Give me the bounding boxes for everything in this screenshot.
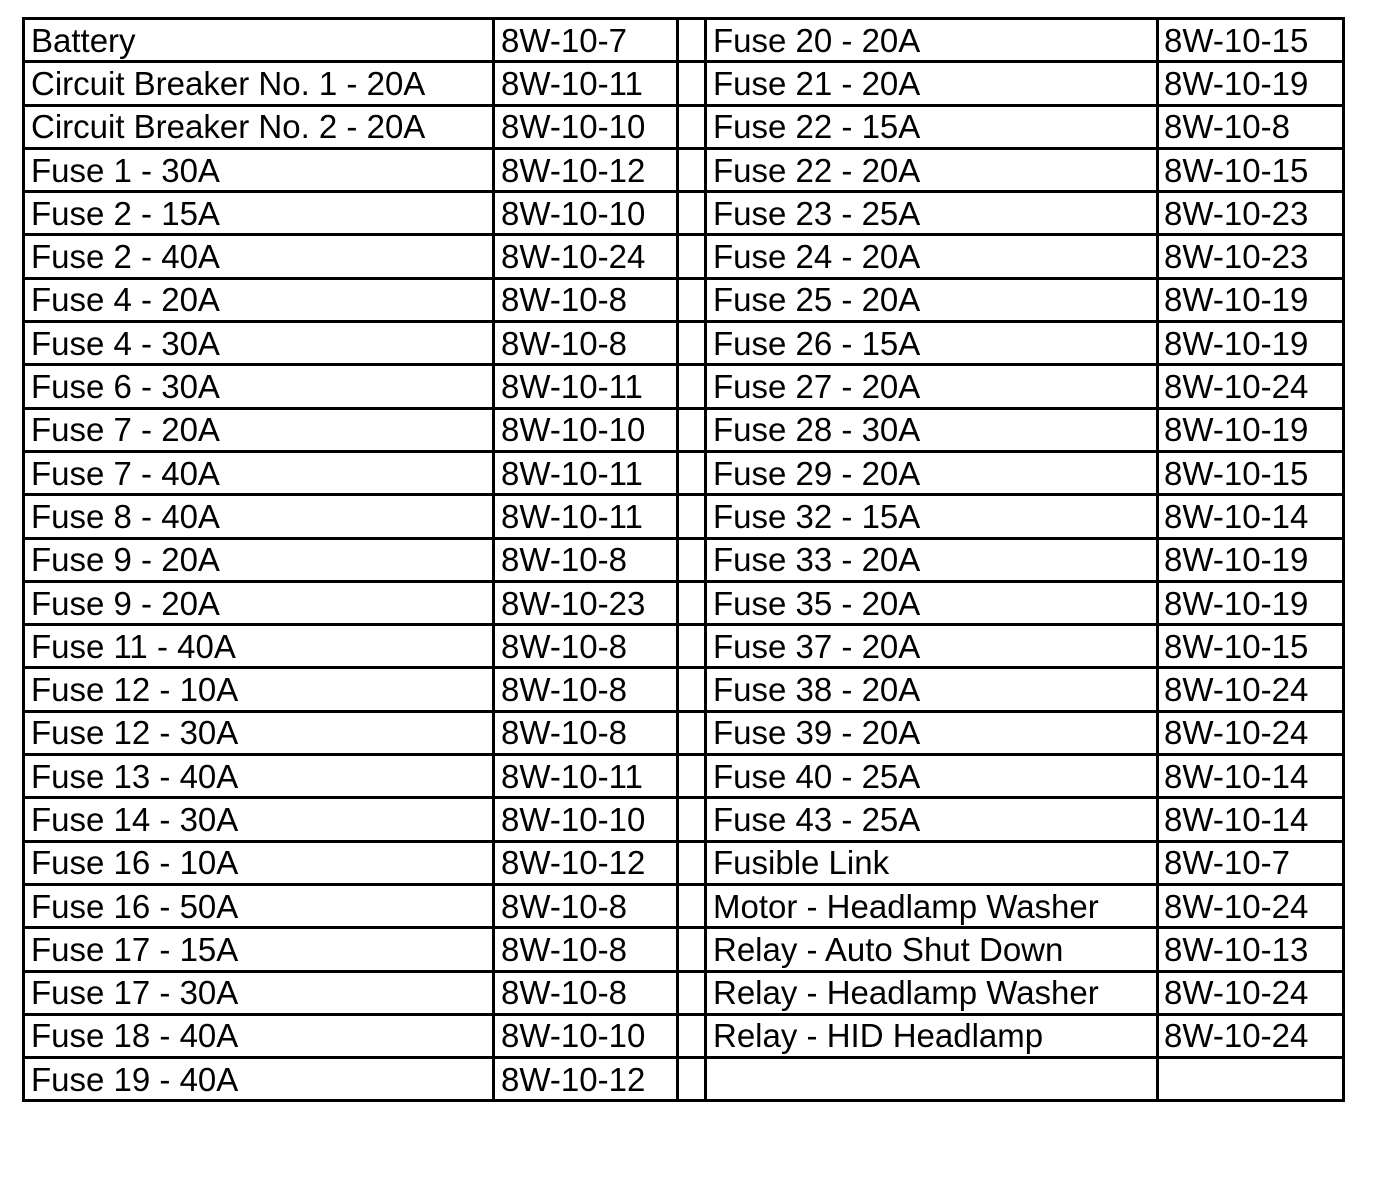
right-component-cell: Fuse 40 - 25A xyxy=(706,755,1158,798)
right-component-cell: Motor - Headlamp Washer xyxy=(706,884,1158,927)
column-separator xyxy=(678,105,706,148)
right-component-cell: Fuse 37 - 20A xyxy=(706,625,1158,668)
right-component-cell: Relay - HID Headlamp xyxy=(706,1014,1158,1057)
column-separator xyxy=(678,1058,706,1101)
left-component-cell: Circuit Breaker No. 1 - 20A xyxy=(24,62,494,105)
right-page-cell: 8W-10-15 xyxy=(1158,19,1344,62)
right-page-cell: 8W-10-23 xyxy=(1158,235,1344,278)
right-component-cell: Relay - Headlamp Washer xyxy=(706,971,1158,1014)
right-component-cell: Fuse 33 - 20A xyxy=(706,538,1158,581)
right-page-cell: 8W-10-24 xyxy=(1158,668,1344,711)
left-page-cell: 8W-10-11 xyxy=(494,755,678,798)
left-page-cell: 8W-10-11 xyxy=(494,451,678,494)
column-separator xyxy=(678,798,706,841)
left-component-cell: Fuse 17 - 30A xyxy=(24,971,494,1014)
table-row xyxy=(24,581,1344,624)
column-separator xyxy=(678,365,706,408)
left-page-cell: 8W-10-23 xyxy=(494,581,678,624)
right-page-cell: 8W-10-14 xyxy=(1158,798,1344,841)
table-row xyxy=(24,1014,1344,1057)
table-row xyxy=(24,971,1344,1014)
table-row xyxy=(24,625,1344,668)
column-separator xyxy=(678,884,706,927)
left-page-cell: 8W-10-10 xyxy=(494,1014,678,1057)
column-separator xyxy=(678,711,706,754)
table-row xyxy=(24,148,1344,191)
table-row xyxy=(24,19,1344,62)
table-row xyxy=(24,928,1344,971)
right-page-cell: 8W-10-19 xyxy=(1158,62,1344,105)
left-page-cell: 8W-10-11 xyxy=(494,365,678,408)
left-page-cell: 8W-10-8 xyxy=(494,668,678,711)
column-separator xyxy=(678,538,706,581)
right-page-cell: 8W-10-7 xyxy=(1158,841,1344,884)
left-page-cell: 8W-10-11 xyxy=(494,495,678,538)
left-page-cell: 8W-10-12 xyxy=(494,148,678,191)
left-page-cell: 8W-10-8 xyxy=(494,711,678,754)
left-component-cell: Fuse 4 - 30A xyxy=(24,322,494,365)
column-separator xyxy=(678,755,706,798)
right-component-cell: Fusible Link xyxy=(706,841,1158,884)
left-component-cell: Fuse 2 - 40A xyxy=(24,235,494,278)
left-page-cell: 8W-10-10 xyxy=(494,192,678,235)
right-component-cell: Fuse 29 - 20A xyxy=(706,451,1158,494)
table-row xyxy=(24,365,1344,408)
right-component-cell: Fuse 22 - 15A xyxy=(706,105,1158,148)
right-component-cell: Fuse 24 - 20A xyxy=(706,235,1158,278)
right-page-cell: 8W-10-13 xyxy=(1158,928,1344,971)
left-component-cell: Fuse 12 - 10A xyxy=(24,668,494,711)
column-separator xyxy=(678,235,706,278)
left-component-cell: Fuse 1 - 30A xyxy=(24,148,494,191)
table-row xyxy=(24,884,1344,927)
column-separator xyxy=(678,1014,706,1057)
left-component-cell: Fuse 11 - 40A xyxy=(24,625,494,668)
right-component-cell: Fuse 35 - 20A xyxy=(706,581,1158,624)
left-page-cell: 8W-10-10 xyxy=(494,105,678,148)
column-separator xyxy=(678,841,706,884)
table-row xyxy=(24,1058,1344,1101)
left-component-cell: Fuse 9 - 20A xyxy=(24,538,494,581)
left-page-cell: 8W-10-10 xyxy=(494,408,678,451)
table-row xyxy=(24,711,1344,754)
column-separator xyxy=(678,581,706,624)
table-row xyxy=(24,278,1344,321)
left-page-cell: 8W-10-12 xyxy=(494,841,678,884)
right-page-cell xyxy=(1158,1058,1344,1101)
left-component-cell: Fuse 6 - 30A xyxy=(24,365,494,408)
column-separator xyxy=(678,148,706,191)
right-component-cell: Fuse 21 - 20A xyxy=(706,62,1158,105)
right-page-cell: 8W-10-14 xyxy=(1158,755,1344,798)
right-page-cell: 8W-10-24 xyxy=(1158,971,1344,1014)
right-page-cell: 8W-10-15 xyxy=(1158,148,1344,191)
right-page-cell: 8W-10-14 xyxy=(1158,495,1344,538)
left-component-cell: Fuse 16 - 50A xyxy=(24,884,494,927)
left-page-cell: 8W-10-7 xyxy=(494,19,678,62)
left-page-cell: 8W-10-8 xyxy=(494,928,678,971)
right-component-cell: Fuse 27 - 20A xyxy=(706,365,1158,408)
left-component-cell: Circuit Breaker No. 2 - 20A xyxy=(24,105,494,148)
right-page-cell: 8W-10-24 xyxy=(1158,365,1344,408)
right-component-cell: Fuse 43 - 25A xyxy=(706,798,1158,841)
right-component-cell: Fuse 23 - 25A xyxy=(706,192,1158,235)
column-separator xyxy=(678,192,706,235)
table-row xyxy=(24,322,1344,365)
left-component-cell: Battery xyxy=(24,19,494,62)
right-component-cell: Fuse 32 - 15A xyxy=(706,495,1158,538)
left-page-cell: 8W-10-8 xyxy=(494,278,678,321)
right-component-cell: Fuse 20 - 20A xyxy=(706,19,1158,62)
column-separator xyxy=(678,668,706,711)
right-page-cell: 8W-10-19 xyxy=(1158,581,1344,624)
right-page-cell: 8W-10-24 xyxy=(1158,884,1344,927)
right-component-cell: Fuse 26 - 15A xyxy=(706,322,1158,365)
left-page-cell: 8W-10-12 xyxy=(494,1058,678,1101)
table-row xyxy=(24,755,1344,798)
table-row xyxy=(24,495,1344,538)
column-separator xyxy=(678,928,706,971)
right-page-cell: 8W-10-19 xyxy=(1158,408,1344,451)
right-page-cell: 8W-10-19 xyxy=(1158,278,1344,321)
table-row xyxy=(24,192,1344,235)
table-row xyxy=(24,798,1344,841)
column-separator xyxy=(678,971,706,1014)
left-page-cell: 8W-10-24 xyxy=(494,235,678,278)
left-component-cell: Fuse 19 - 40A xyxy=(24,1058,494,1101)
left-page-cell: 8W-10-8 xyxy=(494,971,678,1014)
left-page-cell: 8W-10-8 xyxy=(494,884,678,927)
left-component-cell: Fuse 14 - 30A xyxy=(24,798,494,841)
right-component-cell: Fuse 25 - 20A xyxy=(706,278,1158,321)
left-page-cell: 8W-10-8 xyxy=(494,322,678,365)
left-page-cell: 8W-10-8 xyxy=(494,538,678,581)
table-row xyxy=(24,841,1344,884)
left-component-cell: Fuse 16 - 10A xyxy=(24,841,494,884)
column-separator xyxy=(678,62,706,105)
table-body xyxy=(24,19,1344,1101)
right-page-cell: 8W-10-23 xyxy=(1158,192,1344,235)
column-separator xyxy=(678,408,706,451)
component-index-table xyxy=(22,17,1345,1102)
right-page-cell: 8W-10-19 xyxy=(1158,538,1344,581)
column-separator xyxy=(678,451,706,494)
left-component-cell: Fuse 13 - 40A xyxy=(24,755,494,798)
left-component-cell: Fuse 12 - 30A xyxy=(24,711,494,754)
left-page-cell: 8W-10-8 xyxy=(494,625,678,668)
right-page-cell: 8W-10-19 xyxy=(1158,322,1344,365)
table-row xyxy=(24,235,1344,278)
table-row xyxy=(24,62,1344,105)
right-component-cell: Fuse 22 - 20A xyxy=(706,148,1158,191)
right-page-cell: 8W-10-15 xyxy=(1158,451,1344,494)
column-separator xyxy=(678,278,706,321)
right-page-cell: 8W-10-24 xyxy=(1158,1014,1344,1057)
table-row xyxy=(24,451,1344,494)
right-page-cell: 8W-10-24 xyxy=(1158,711,1344,754)
left-component-cell: Fuse 7 - 40A xyxy=(24,451,494,494)
column-separator xyxy=(678,495,706,538)
left-page-cell: 8W-10-11 xyxy=(494,62,678,105)
table-row xyxy=(24,668,1344,711)
right-component-cell: Fuse 28 - 30A xyxy=(706,408,1158,451)
column-separator xyxy=(678,322,706,365)
left-component-cell: Fuse 9 - 20A xyxy=(24,581,494,624)
left-component-cell: Fuse 4 - 20A xyxy=(24,278,494,321)
right-component-cell xyxy=(706,1058,1158,1101)
left-component-cell: Fuse 7 - 20A xyxy=(24,408,494,451)
table-row xyxy=(24,408,1344,451)
right-component-cell: Relay - Auto Shut Down xyxy=(706,928,1158,971)
left-component-cell: Fuse 18 - 40A xyxy=(24,1014,494,1057)
table-row xyxy=(24,538,1344,581)
left-component-cell: Fuse 2 - 15A xyxy=(24,192,494,235)
right-page-cell: 8W-10-15 xyxy=(1158,625,1344,668)
column-separator xyxy=(678,19,706,62)
column-separator xyxy=(678,625,706,668)
right-component-cell: Fuse 39 - 20A xyxy=(706,711,1158,754)
right-page-cell: 8W-10-8 xyxy=(1158,105,1344,148)
left-component-cell: Fuse 8 - 40A xyxy=(24,495,494,538)
left-component-cell: Fuse 17 - 15A xyxy=(24,928,494,971)
left-page-cell: 8W-10-10 xyxy=(494,798,678,841)
right-component-cell: Fuse 38 - 20A xyxy=(706,668,1158,711)
table-row xyxy=(24,105,1344,148)
